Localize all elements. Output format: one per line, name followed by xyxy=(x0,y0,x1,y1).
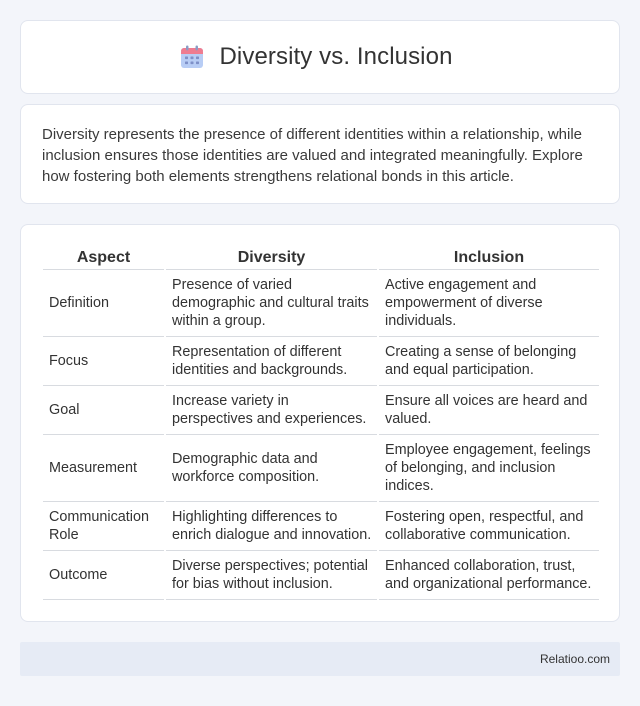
row-aspect: Measurement xyxy=(43,435,164,502)
row-aspect: Communication Role xyxy=(43,502,164,551)
table-row xyxy=(43,270,599,337)
row-inclusion: Enhanced collaboration, trust, and organizational performance. xyxy=(379,551,599,600)
header-diversity: Diversity xyxy=(166,245,377,270)
row-diversity: Increase variety in perspectives and experiences. xyxy=(166,386,377,435)
table-row xyxy=(43,551,599,600)
row-aspect: Outcome xyxy=(43,551,164,600)
header-card xyxy=(20,20,620,94)
footer-brand[interactable]: Relatioo.com xyxy=(539,652,610,666)
row-diversity: Diverse perspectives; potential for bias without inclusion. xyxy=(166,551,377,600)
row-aspect: Goal xyxy=(43,386,164,435)
table-row xyxy=(43,386,599,435)
intro-card xyxy=(20,104,620,204)
intro-text: Diversity represents the presence of different identities within a relationship, while inclusion ensures those identities are valued and integrated meaningfully. Explore how fostering both elements strengthens relational bonds in this article. xyxy=(42,126,583,185)
footer xyxy=(20,642,620,676)
comparison-table xyxy=(41,245,601,600)
row-aspect: Focus xyxy=(43,337,164,386)
row-inclusion: Employee engagement, feelings of belonging, and inclusion indices. xyxy=(379,435,599,502)
row-diversity: Highlighting differences to enrich dialogue and innovation. xyxy=(166,502,377,551)
header xyxy=(179,43,452,71)
row-inclusion: Ensure all voices are heard and valued. xyxy=(379,386,599,435)
calendar-icon xyxy=(179,44,205,70)
row-inclusion: Creating a sense of belonging and equal participation. xyxy=(379,337,599,386)
row-diversity: Representation of different identities and backgrounds. xyxy=(166,337,377,386)
row-inclusion: Fostering open, respectful, and collaborative communication. xyxy=(379,502,599,551)
table-card xyxy=(20,224,620,622)
header-aspect: Aspect xyxy=(43,245,164,270)
table-header-row xyxy=(43,245,599,270)
table-row xyxy=(43,435,599,502)
table-row xyxy=(43,337,599,386)
row-aspect: Definition xyxy=(43,270,164,337)
table-row xyxy=(43,502,599,551)
header-inclusion: Inclusion xyxy=(379,245,599,270)
row-diversity: Demographic data and workforce composition. xyxy=(166,435,377,502)
row-diversity: Presence of varied demographic and cultural traits within a group. xyxy=(166,270,377,337)
page-title: Diversity vs. Inclusion xyxy=(219,43,453,70)
row-inclusion: Active engagement and empowerment of diverse individuals. xyxy=(379,270,599,337)
